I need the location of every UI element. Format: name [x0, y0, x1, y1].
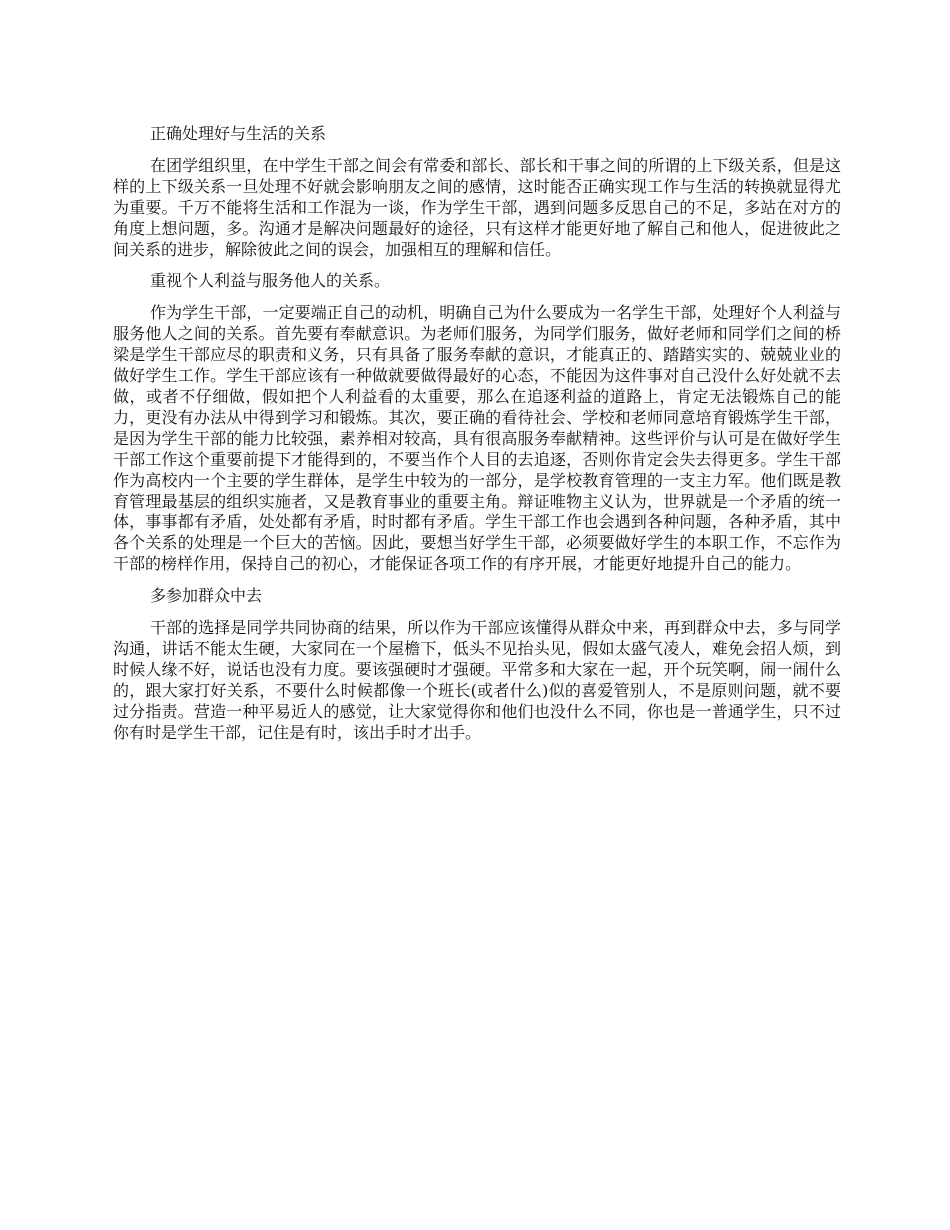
document-body	[113, 124, 841, 754]
section-heading-life-relationship: 正确处理好与生活的关系	[150, 124, 327, 143]
paragraph-personal-interest: 作为学生干部，一定要端正自己的动机，明确自己为什么要成为一名学生干部，处理好个人利益与服务他人之间的关系。首先要有奉献意识。为老师们服务，为同学们服务，做好老师和同学们之间的桥梁是学生干部应尽的职责和义务，只有具备了服务奉献的意识，才能真正的、踏踏实实的、兢兢业业的做好学生工作。学生干部应该有一种做就要做得最好的心态，不能因为这件事对自己没什么好处就不去做，或者不仔细做，假如把个人利益看的太重要，那么在追逐利益的道路上，肯定无法锻炼自己的能力，更没有办法从中得到学习和锻炼。其次，要正确的看待社会、学校和老师同意培育锻炼学生干部，是因为学生干部的能力比较强，素养相对较高，具有很高服务奉献精神。这些评价与认可是在做好学生干部工作这个重要前提下才能得到的，不要当作个人目的去追逐，否则你肯定会失去得更多。学生干部作为高校内一个主要的学生群体，是学生中较为的一部分，是学校教育管理的一支主力军。他们既是教育管理最基层的组织实施者，又是教育事业的重要主角。辩证唯物主义认为，世界就是一个矛盾的统一体，事事都有矛盾，处处都有矛盾，时时都有矛盾。学生干部工作也会遇到各种问题，各种矛盾，其中各个关系的处理是一个巨大的苦恼。因此，要想当好学生干部，必须要做好学生的本职工作，不忘作为干部的榜样作用，保持自己的初心，才能保证各项工作的有序开展，才能更好地提升自己的能力。	[113, 303, 841, 574]
section-heading-join-masses: 多参加群众中去	[150, 586, 263, 606]
section-heading-personal-interest: 重视个人利益与服务他人的关系。	[150, 271, 391, 291]
paragraph-life-relationship: 在团学组织里，在中学生干部之间会有常委和部长、部长和干事之间的所谓的上下级关系，但是这样的上下级关系一旦处理不好就会影响朋友之间的感情，这时能否正确实现工作与生活的转换就显得尤为重要。千万不能将生活和工作混为一谈，作为学生干部，遇到问题多反思自己的不足，多站在对方的角度上想问题，多。沟通才是解决问题最好的途径，只有这样才能更好地了解自己和他人，促进彼此之间关系的进步，解除彼此之间的误会，加强相互的理解和信任。	[113, 155, 841, 259]
paragraph-join-masses: 干部的选择是同学共同协商的结果，所以作为干部应该懂得从群众中来，再到群众中去，多与同学沟通，讲话不能太生硬，大家同在一个屋檐下，低头不见抬头见，假如太盛气凌人，难免会招人烦，到时候人缘不好，说话也没有力度。要该强硬时才强硬。平常多和大家在一起，开个玩笑啊，闹一闹什么的，跟大家打好关系，不要什么时候都像一个班长(或者什么)似的喜爱管别人，不是原则问题，就不要过分指责。营造一种平易近人的感觉，让大家觉得你和他们也没什么不同，你也是一普通学生，只不过你有时是学生干部，记住是有时，该出手时才出手。	[113, 618, 841, 742]
